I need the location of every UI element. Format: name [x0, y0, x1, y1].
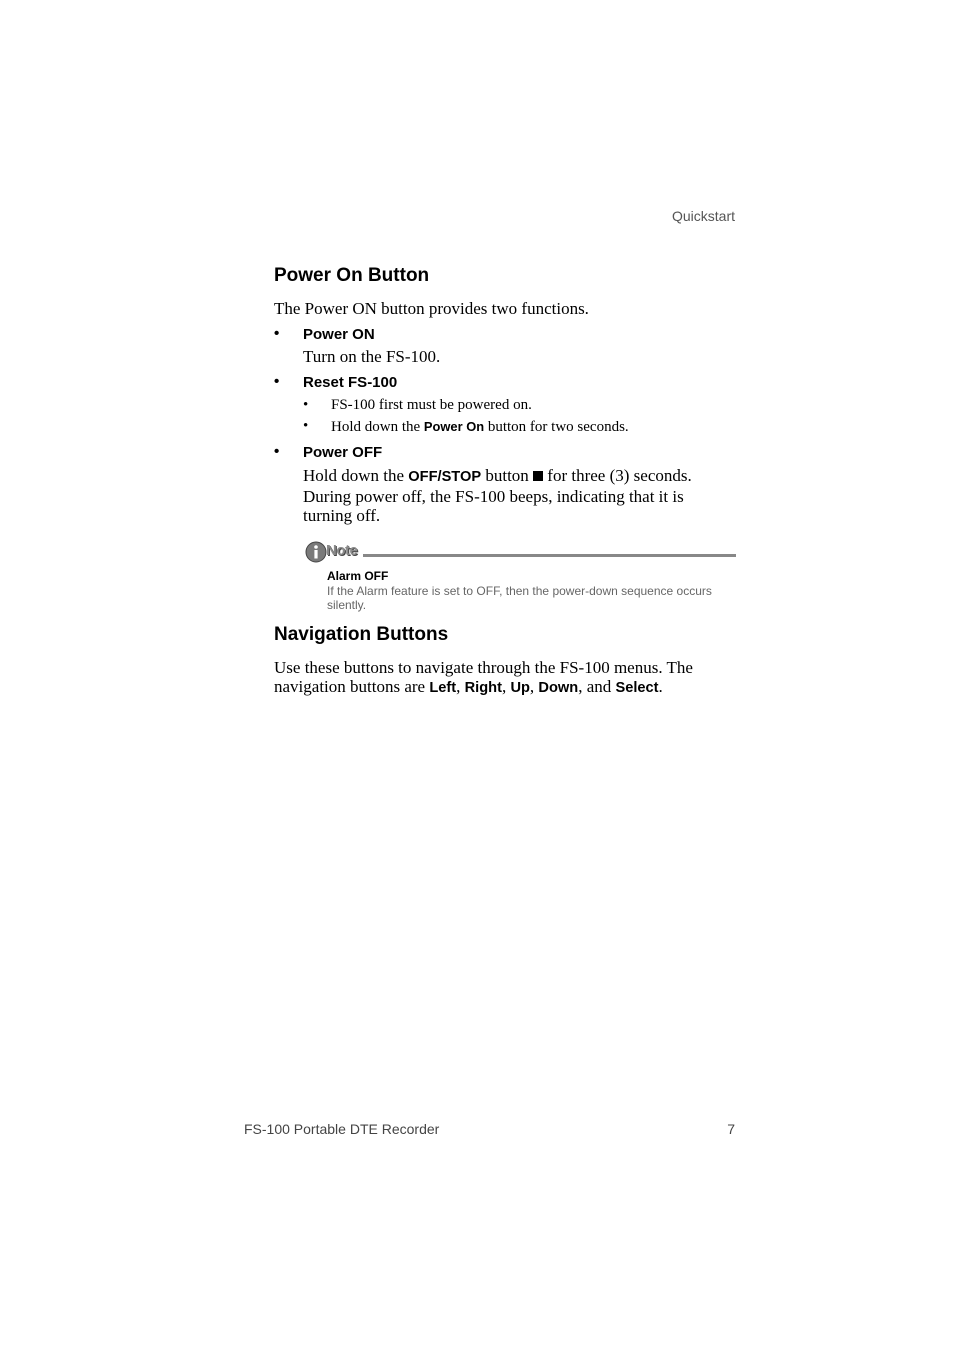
running-header: Quickstart [671, 208, 735, 224]
sub-bullet-glyph: • [303, 418, 309, 434]
power-section-title: Power On Button [274, 265, 430, 286]
up-key-label: Up [510, 680, 530, 696]
reset-step-1-text: FS-100 first must be powered on. [331, 397, 532, 413]
reset-step-2 [303, 416, 736, 438]
reset-title: Reset FS-100 [303, 374, 398, 391]
power-on-title: Power ON [303, 326, 375, 343]
nav-sep: , [529, 677, 539, 696]
power-off-before: Hold down the [303, 466, 409, 485]
nav-text [274, 658, 736, 698]
note-divider [363, 554, 736, 557]
stop-square-icon [533, 471, 543, 481]
page-number: 7 [727, 1121, 735, 1137]
power-on-text: Turn on the FS-100. [303, 347, 441, 366]
nav-section-title: Navigation Buttons [274, 624, 449, 645]
bullet-glyph: • [274, 373, 280, 390]
note-text: If the Alarm feature is set to OFF, then the power-down sequence occurs silently. [327, 584, 712, 612]
nav-end: . [658, 677, 663, 696]
bullet-reset [274, 373, 736, 438]
info-icon [305, 541, 327, 563]
left-key-label: Left [429, 680, 457, 696]
nav-sep: , and [578, 677, 616, 696]
note-body [305, 569, 736, 612]
bullet-glyph: • [274, 325, 280, 342]
note-header [305, 541, 736, 563]
right-key-label: Right [464, 680, 502, 696]
nav-sep: , [501, 677, 511, 696]
footer-title: FS-100 Portable DTE Recorder [244, 1121, 440, 1137]
power-intro: The Power ON button provides two functions. [274, 299, 589, 318]
power-off-middle: button [481, 466, 534, 485]
nav-sep: , [456, 677, 465, 696]
note-box [305, 541, 736, 612]
power-off-after: for three (3) seconds. During power off, the FS-100 beeps, indicating that it is turning off. [303, 466, 692, 525]
note-title: Alarm OFF [327, 569, 389, 583]
nav-text-before: Use these buttons to navigate through the FS-100 menus. The navigation buttons are [274, 658, 693, 696]
bullet-power-on [274, 325, 736, 366]
power-off-text [303, 466, 736, 525]
note-label: Note [326, 542, 358, 559]
bullet-power-off [274, 443, 736, 525]
power-on-key-label: Power On [423, 419, 485, 434]
reset-step-2-after: button for two seconds. [484, 419, 629, 435]
power-off-title: Power OFF [303, 444, 383, 461]
page-content [274, 263, 736, 698]
off-stop-key-label: OFF/STOP [408, 469, 482, 485]
sub-bullet-glyph: • [303, 397, 309, 413]
bullet-glyph: • [274, 443, 280, 460]
reset-step-1 [303, 395, 736, 416]
reset-step-2-before: Hold down the [331, 419, 424, 435]
down-key-label: Down [538, 680, 579, 696]
select-key-label: Select [615, 680, 659, 696]
